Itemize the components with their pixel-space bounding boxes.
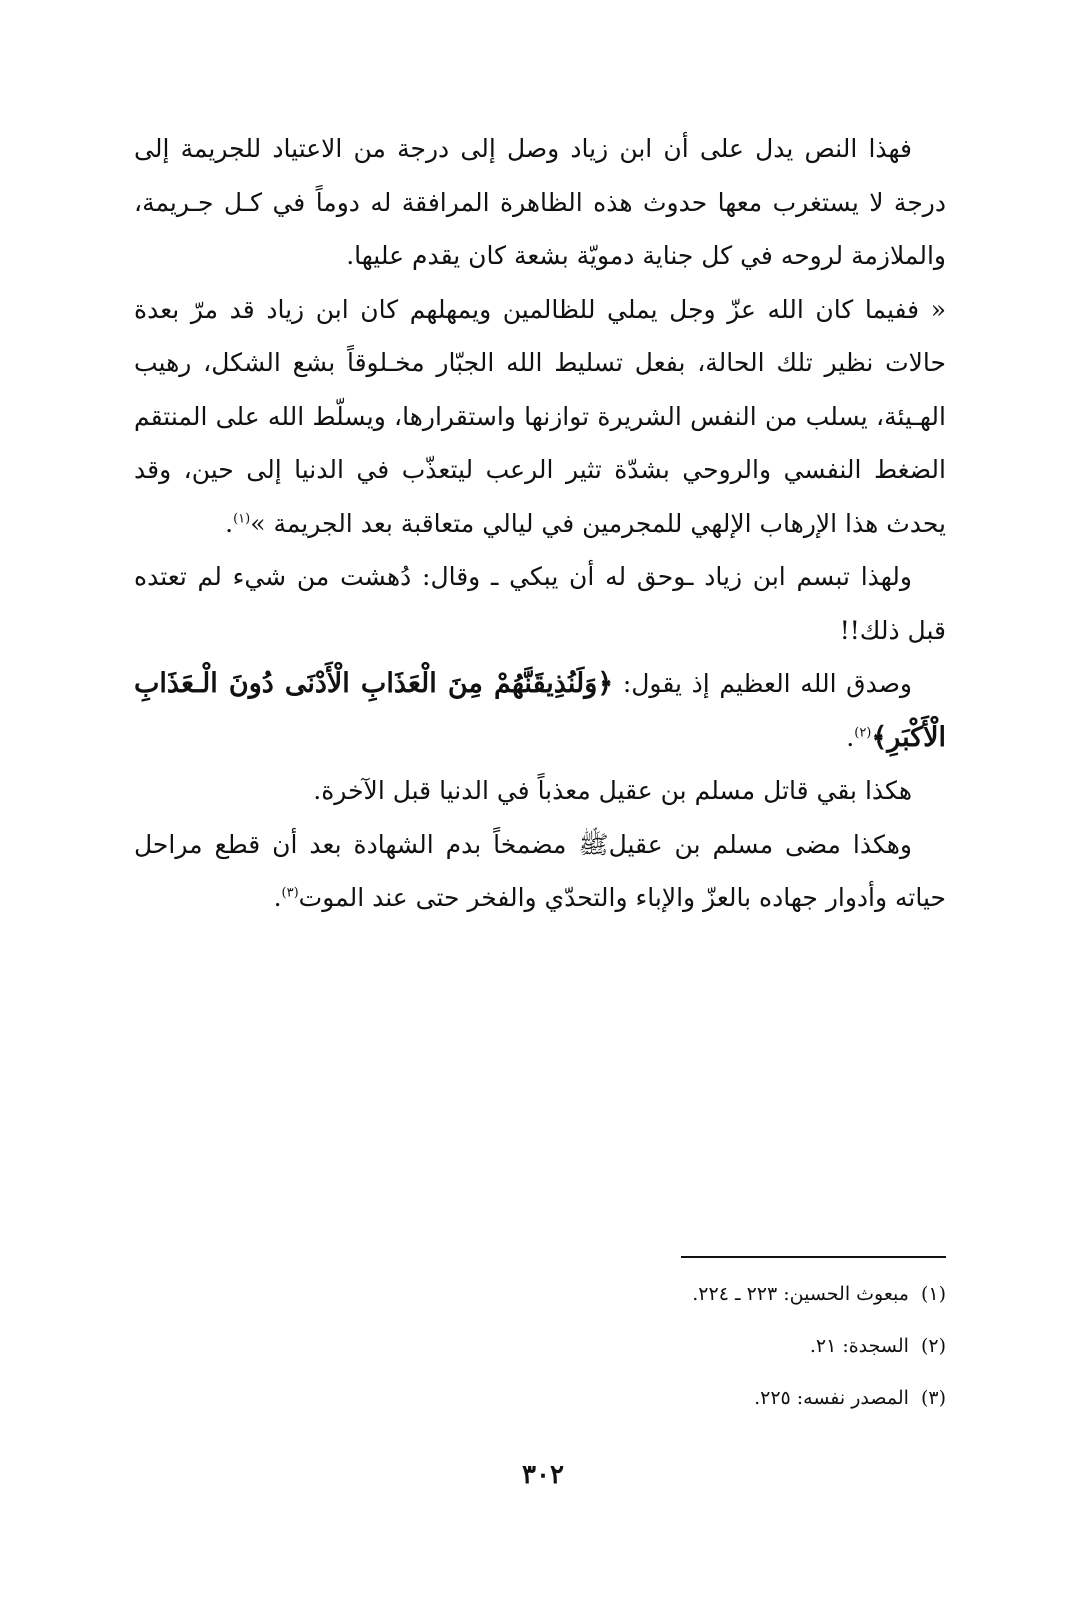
page-number: ٣٠٢ <box>522 1460 564 1490</box>
footnote-2: (٢)السجدة: ٢١. <box>809 1335 946 1357</box>
footnote-3: (٣)المصدر نفسه: ٢٢٥. <box>754 1387 946 1409</box>
quran-verse: ﴿وَلَنُذِيقَنَّهُمْ مِنَ الْعَذَابِ الْأَدْنَى دُونَ الْـعَذَابِ الْأَكْبَرِ﴾ <box>134 668 946 753</box>
paragraph-3: ولهذا تبسم ابن زياد ـوحق له أن يبكي ـ وقال: دُهشت من شيء لم تعتده قبل ذلك!! <box>134 562 946 645</box>
honorific-symbol: ﷺ <box>578 829 609 859</box>
footnotes <box>134 1268 946 1424</box>
paragraph-1: فهذا النص يدل على أن ابن زياد وصل إلى درجة من الاعتياد للجريمة إلى درجة لا يستغرب معها حدوث هذه الظاهرة المرافقة له دوماً في كـل جـريمة، والملازمة لروحه في كل جناية دمويّة بشعة كان يقدم عليها. <box>134 134 946 270</box>
footnote-separator <box>681 1256 946 1258</box>
paragraph-4-verse: وصدق الله العظيم إذ يقول: ﴿وَلَنُذِيقَنَّهُمْ مِنَ الْعَذَابِ الْأَدْنَى دُونَ الْـعَذَابِ الْأَكْبَرِ﴾$^{(٢)}$. <box>134 668 946 753</box>
footnote-ref-1: (١) <box>233 511 251 527</box>
footnote-ref-2: (٢) <box>854 725 872 741</box>
paragraph-6: وهكذا مضى مسلم بن عقيلﷺ مضمخاً بدم الشهادة بعد أن قطع مراحل حياته وأدوار جهاده بالعزّ والإباء والتحدّي والفخر حتى عند الموت$^{(٣)}$. <box>134 829 946 912</box>
main-text <box>134 122 946 925</box>
paragraph-5: هكذا بقي قاتل مسلم بن عقيل معذباً في الدنيا قبل الآخرة. <box>313 776 912 805</box>
footnote-ref-3: (٣) <box>281 885 299 901</box>
footnote-1: (١)مبعوث الحسين: ٢٢٣ ـ ٢٢٤. <box>692 1283 946 1305</box>
paragraph-2-quote: « ففيما كان الله عزّ وجل يملي للظالمين ويمهلهم كان ابن زياد قد مرّ بعدة حالات نظير تلك الحالة، بفعل تسليط الله الجبّار مخـلوقاً بشع الشكل، رهيب الهـيئة، يسلب من النفس الشريرة توازنها واستقرارها، ويسلّط الله على المنتقم الضغط النفسي والروحي بشدّة تثير الرعب ليتعذّب في الدنيا إلى حين، وقد يحدث هذا الإرهاب الإلهي للمجرمين في ليالي متعاقبة بعد الجريمة »$^{(١)}$. <box>134 294 946 538</box>
